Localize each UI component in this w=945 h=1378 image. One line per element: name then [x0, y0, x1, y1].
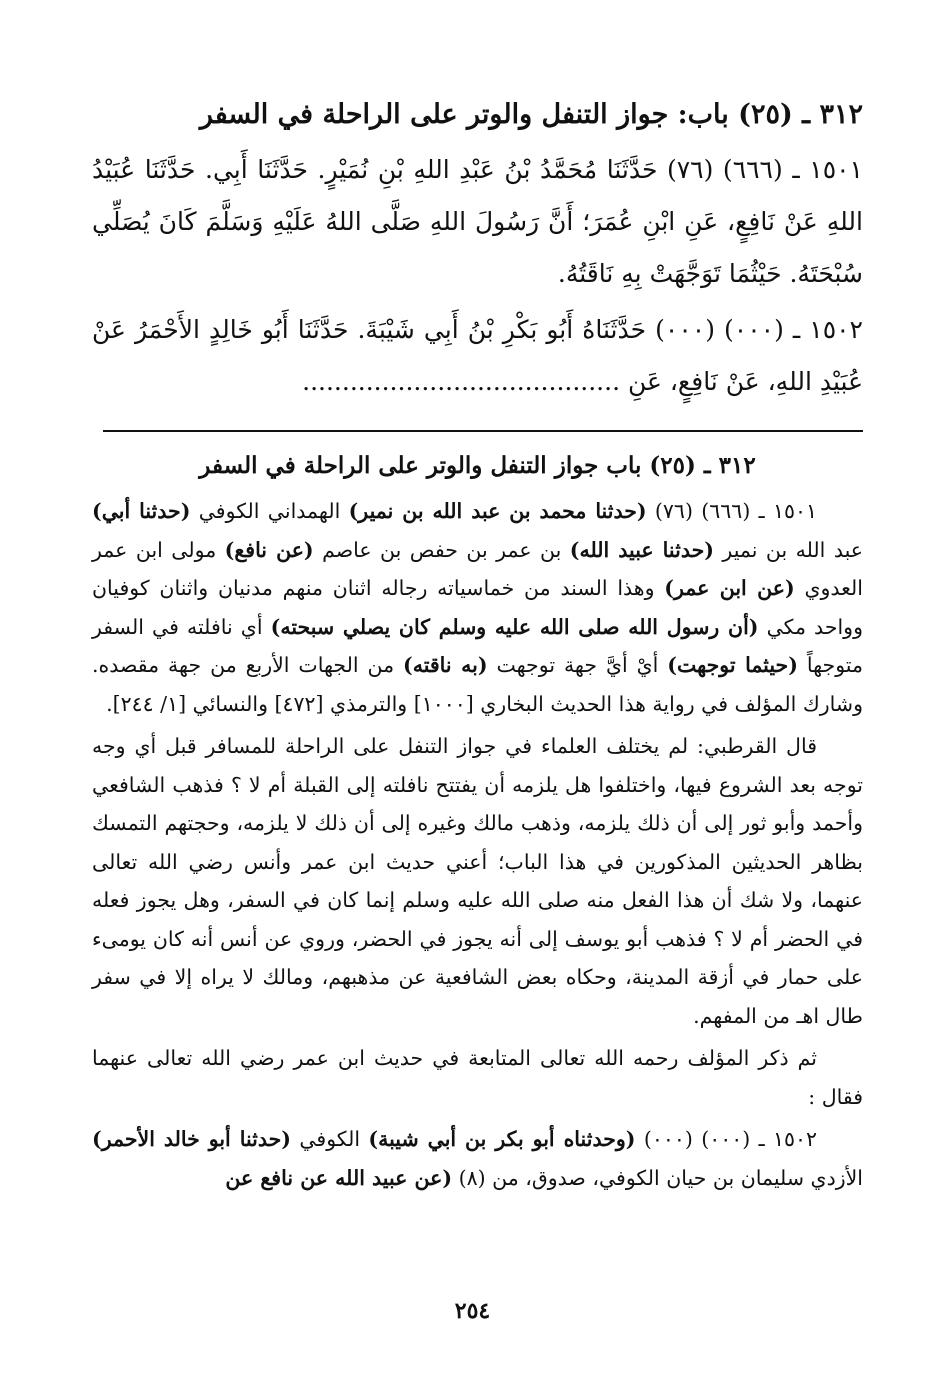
hadith-1501-text: ١٥٠١ ـ (٦٦٦) (٧٦) حَدَّثَنَا مُحَمَّدُ بْنُ عَبْدِ اللهِ بْنِ نُمَيْرٍ. حَدَّثَنَا أَبِي. حَدَّثَنَا عُبَيْدُ اللهِ عَنْ نَافِعٍ، عَنِ ابْنِ عُمَرَ؛ أَنَّ رَسُولَ اللهِ صَلَّى اللهُ عَلَيْهِ وَسَلَّمَ كَانَ يُصَلِّي سُبْحَتَهُ. حَيْثُمَا تَوَجَّهَتْ بِهِ نَاقَتُهُ.	[92, 155, 863, 288]
matn-section	[92, 96, 863, 408]
commentary-section	[92, 448, 863, 1197]
bold-quote-run: (أن رسول الله صلى الله عليه وسلم كان يصلي سبحته)	[270, 614, 759, 639]
text-run: وهذا السند من خماسياته رجاله اثنان منهم مدنيان واثنان كوفيان وواحد مكي	[92, 576, 863, 639]
text-run: من الجهات الأربع من جهة مقصده. وشارك المؤلف في رواية هذا الحديث البخاري [١٠٠٠] والترمذي [٤٧٢] والنسائي [١/ ٢٤٤].	[92, 653, 863, 716]
mutabaah-paragraph: ثم ذكر المؤلف رحمه الله تعالى المتابعة في حديث ابن عمر رضي الله تعالى عنهما فقال :	[92, 1046, 863, 1109]
text-run: أي نافلته في السفر متوجهاً	[92, 614, 863, 677]
text-run: الأزدي سليمان بن حيان الكوفي، صدوق، من (٨)	[452, 1165, 863, 1190]
bold-quote-run: (عن ابن عمر)	[664, 576, 795, 600]
bold-quote-run: (عن نافع)	[224, 537, 314, 562]
bold-quote-run: (به ناقته)	[403, 653, 488, 677]
hadith-1502-chain: ١٥٠٢ ـ (٠٠٠) (٠٠٠) حَدَّثَنَاهُ أَبُو بَكْرِ بْنُ أَبِي شَيْبَةَ. حَدَّثَنَا أَبُو خَالِدٍ الأَحْمَرُ عَنْ عُبَيْدِ اللهِ، عَنْ نَافِعٍ، عَنِ	[92, 315, 863, 396]
text-run: ١٥٠٢ ـ (٠٠٠) (٠٠٠)	[635, 1127, 817, 1151]
text-run: الكوفي	[290, 1127, 369, 1151]
commentary-paragraph-1501	[92, 492, 863, 723]
bold-quote-run: (حدثنا محمد بن عبد الله بن نمير)	[348, 499, 647, 523]
bold-quote-run: (حدثنا عبيد الله)	[569, 537, 714, 562]
text-run: بن عمر بن حفص بن عاصم	[313, 537, 570, 562]
page-number: ٢٥٤	[454, 1298, 491, 1324]
text-run: مولى ابن عمر العدوي	[92, 537, 863, 600]
section-divider	[103, 430, 863, 432]
continuation-dots: ........................................	[302, 367, 621, 396]
bold-quote-run: (حيثما توجهت)	[667, 653, 798, 677]
text-run: عبد الله بن نمير	[713, 537, 863, 562]
hadith-1502-text	[92, 304, 863, 408]
chapter-heading: ٣١٢ ـ (٢٥) باب: جواز التنفل والوتر على الراحلة في السفر	[199, 99, 863, 130]
bold-quote-run: (وحدثناه أبو بكر بن أبي شيبة)	[368, 1127, 636, 1151]
commentary-paragraph-1502	[92, 1120, 863, 1197]
qurtubi-paragraph: قال القرطبي: لم يختلف العلماء في جواز التنفل على الراحلة للمسافر قبل أي وجه توجه بعد الشروع فيها، واختلفوا هل يلزمه أن يفتتح نافلته إلى القبلة أم لا ؟ فذهب الشافعي وأحمد وأبو ثور إلى أن ذلك يلزمه، وذهب مالك وغيره إلى أن ذلك لا يلزمه، وحجتهم التمسك بظاهر الحديثين المذكورين في هذا الباب؛ أعني حديث ابن عمر وأنس رضي الله تعالى عنهما، ولا شك أن هذا الفعل منه صلى الله عليه وسلم إنما كان في السفر، وهل يجوز فعله في الحضر أم لا ؟ فذهب أبو يوسف إلى أنه يجوز في الحضر، وروي عن أنس أنه كان يومىء على حمار في أزقة المدينة، وحكاه بعض الشافعية عن مذهبهم، ومالك لا يراه إلا في سفر طال اهـ من المفهم.	[92, 734, 863, 1028]
text-run: الهمداني الكوفي	[190, 499, 349, 523]
bold-quote-run: (حدثنا أبو خالد الأحمر)	[92, 1127, 291, 1151]
bold-quote-run: (حدثنا أبي)	[92, 499, 191, 523]
text-run: أيْ أيَّ جهة توجهت	[487, 653, 668, 677]
text-run: ١٥٠١ ـ (٦٦٦) (٧٦)	[646, 499, 817, 523]
bold-quote-run: (عن عبيد الله عن نافع عن	[225, 1165, 453, 1190]
commentary-heading: ٣١٢ ـ (٢٥) باب جواز التنفل والوتر على الراحلة في السفر	[199, 452, 756, 479]
